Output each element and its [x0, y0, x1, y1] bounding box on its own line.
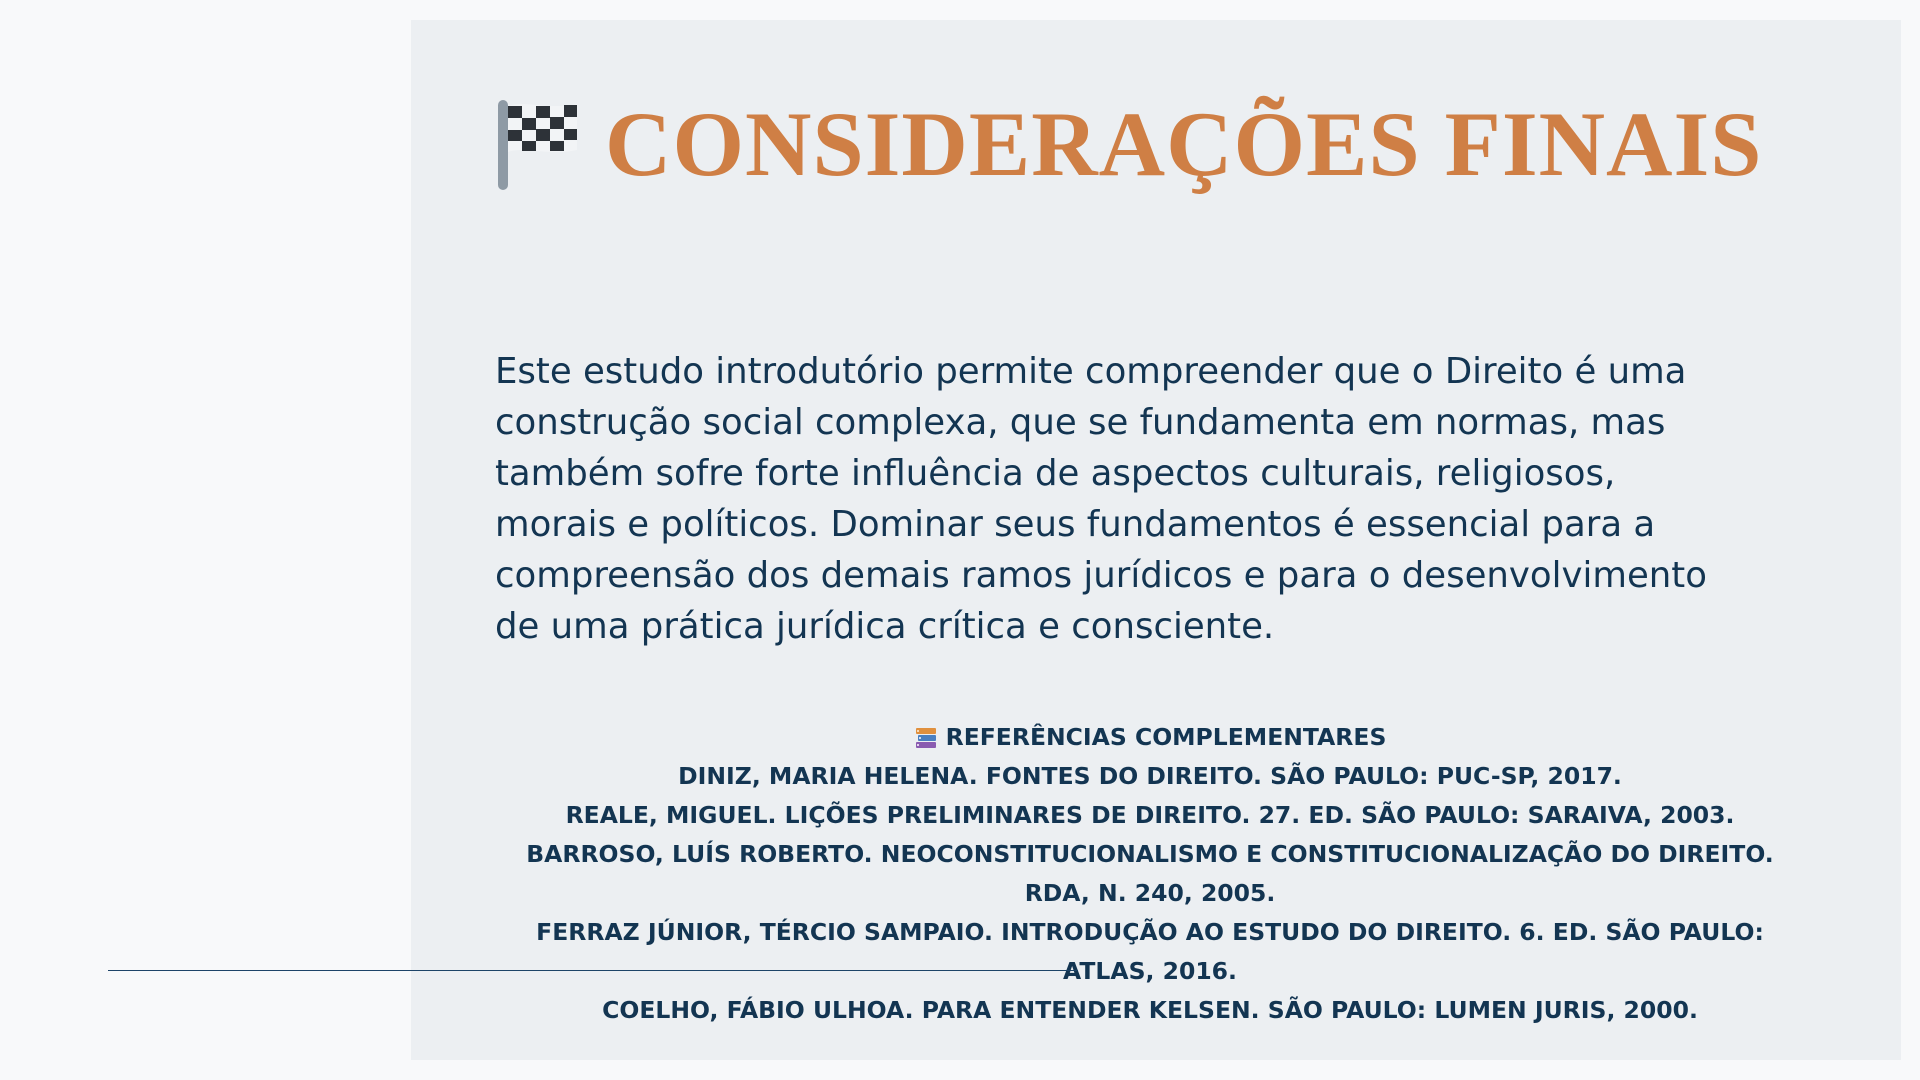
checkered-flag-icon: [495, 96, 581, 192]
references-heading-label: REFERÊNCIAS COMPLEMENTARES: [945, 723, 1387, 751]
reference-item: DINIZ, MARIA HELENA. FONTES DO DIREITO. SÃO PAULO: PUC-SP, 2017.: [678, 762, 1622, 790]
references-section: [495, 718, 1805, 1030]
reference-item: FERRAZ JÚNIOR, TÉRCIO SAMPAIO. INTRODUÇÃO AO ESTUDO DO DIREITO. 6. ED. SÃO PAULO: ATLAS, 2016.: [536, 918, 1764, 985]
reference-item: REALE, MIGUEL. LIÇÕES PRELIMINARES DE DIREITO. 27. ED. SÃO PAULO: SARAIVA, 2003.: [565, 801, 1735, 829]
references-list: [495, 757, 1805, 1030]
page-title: CONSIDERAÇÕES FINAIS: [605, 93, 1763, 195]
title-row: [495, 93, 1763, 195]
references-heading: [495, 718, 1805, 757]
conclusion-paragraph: Este estudo introdutório permite compreender que o Direito é uma construção social complexa, que se fundamenta em normas, mas também sofre forte influência de aspectos culturais, religiosos, morais e políticos. Dominar seus fundamentos é essencial para a compreensão dos demais ramos jurídicos e para o desenvolvimento de uma prática jurídica crítica e consciente.: [495, 351, 1707, 647]
content-panel: [411, 20, 1901, 1060]
reference-item: COELHO, FÁBIO ULHOA. PARA ENTENDER KELSEN. SÃO PAULO: LUMEN JURIS, 2000.: [602, 996, 1698, 1024]
books-icon: [914, 726, 938, 750]
divider-line: [108, 970, 1078, 971]
reference-item: BARROSO, LUÍS ROBERTO. NEOCONSTITUCIONALISMO E CONSTITUCIONALIZAÇÃO DO DIREITO. RDA, N. 240, 2005.: [526, 840, 1774, 907]
